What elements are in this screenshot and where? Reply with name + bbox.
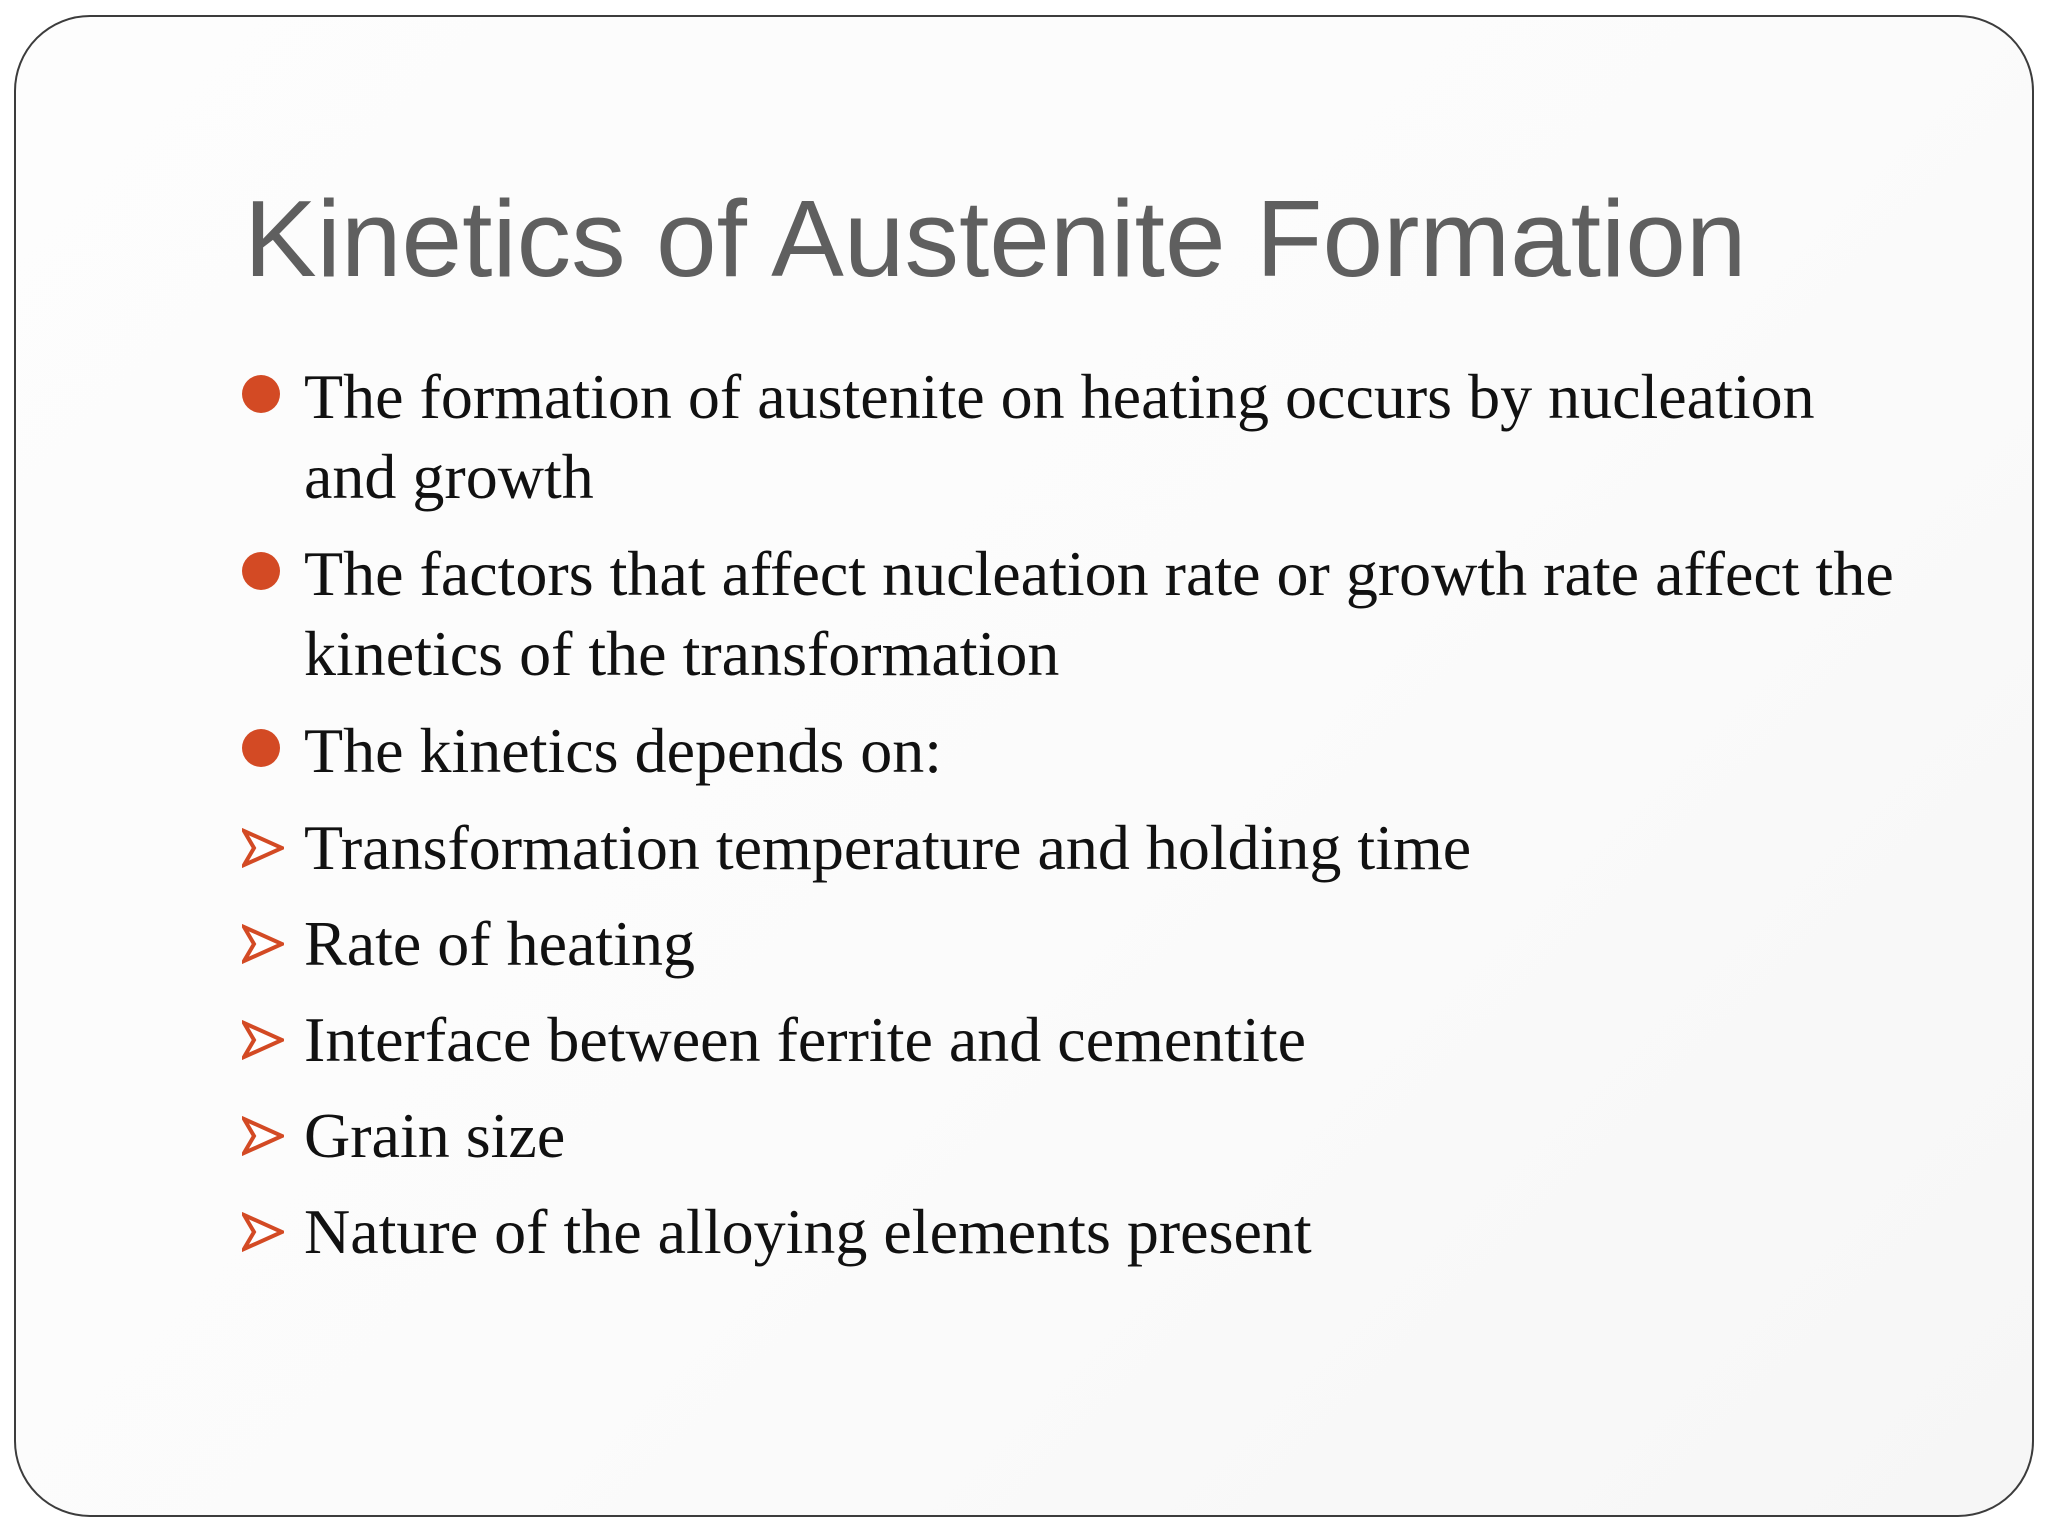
sub-bullet-text: Interface between ferrite and cementite <box>304 1004 1307 1075</box>
bullet-dot-icon <box>242 729 280 767</box>
bullet-text: The kinetics depends on: <box>304 715 943 786</box>
slide-title: Kinetics of Austenite Formation <box>244 178 1747 300</box>
sub-bullet-text: Grain size <box>304 1100 566 1171</box>
arrowhead-bullet-icon <box>242 1020 284 1060</box>
arrowhead-bullet-icon <box>242 828 284 868</box>
arrowhead-bullet-icon <box>242 924 284 964</box>
bullet-dot-icon <box>242 375 280 413</box>
sub-bullet-item <box>242 808 1902 888</box>
bullet-dot-icon <box>242 552 280 590</box>
bullet-text: The factors that affect nucleation rate or growth rate affect the kinetics of the transformation <box>304 538 1894 689</box>
sub-bullet-item <box>242 1096 1902 1176</box>
bullet-item <box>242 357 1902 517</box>
bullet-list <box>242 357 1902 1288</box>
sub-bullet-text: Nature of the alloying elements present <box>304 1196 1312 1267</box>
bullet-item <box>242 534 1902 694</box>
bullet-text: The formation of austenite on heating occurs by nucleation and growth <box>304 361 1815 512</box>
sub-bullet-text: Transformation temperature and holding time <box>304 812 1472 883</box>
bullet-item <box>242 711 1902 791</box>
sub-bullet-item <box>242 904 1902 984</box>
sub-bullet-item <box>242 1192 1902 1272</box>
sub-bullet-item <box>242 1000 1902 1080</box>
arrowhead-bullet-icon <box>242 1212 284 1252</box>
slide-frame <box>14 15 2034 1517</box>
arrowhead-bullet-icon <box>242 1116 284 1156</box>
sub-bullet-text: Rate of heating <box>304 908 695 979</box>
